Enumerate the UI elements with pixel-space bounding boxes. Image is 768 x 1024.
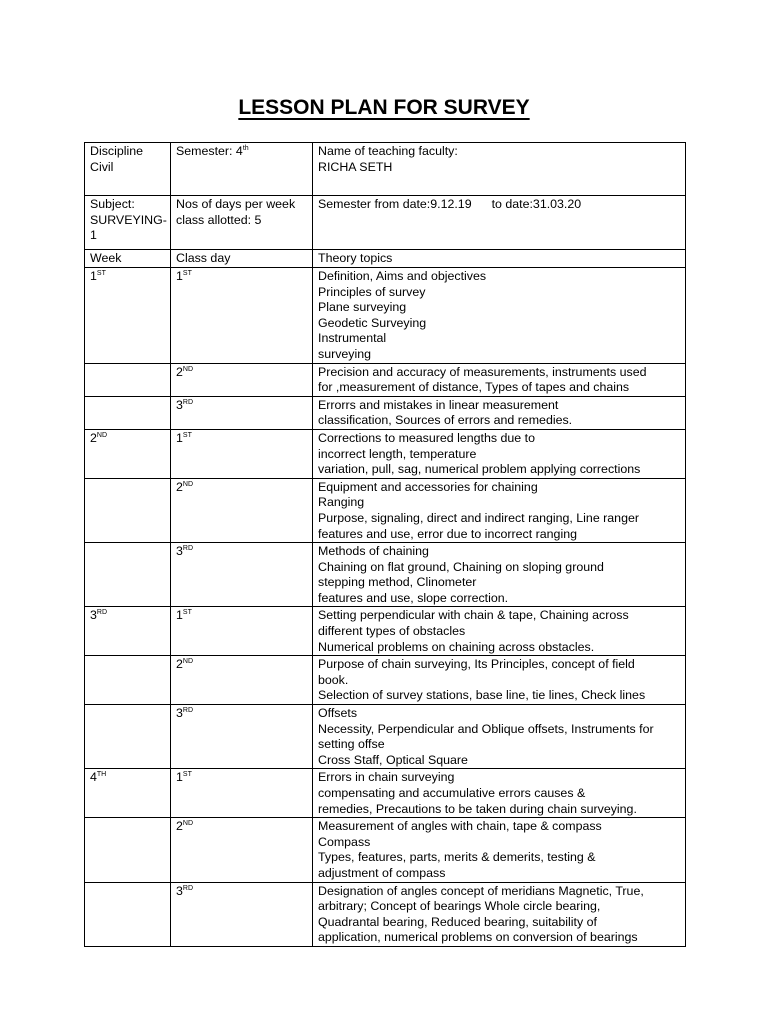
subject-cell [85,196,171,250]
topic-line: stepping method, Clinometer [318,575,477,590]
topic-line: Selection of survey stations, base line, tie lines, Check lines [318,688,646,703]
topic-line: different types of obstacles [318,624,466,639]
week-cell [85,429,171,478]
discipline-cell [85,143,171,196]
subject-value-cont: 1 [90,228,97,243]
class-day-cell-ordinal-suffix: ND [182,365,194,373]
theory-topics-cell [313,478,686,542]
table-row [85,478,686,542]
days-value: class allotted: 5 [176,212,262,227]
semester-from-date: Semester from date:9.12.19 [318,197,472,211]
week-cell-ordinal-suffix: ST [96,270,106,277]
faculty-label: Name of teaching faculty: [318,144,458,158]
week-cell [85,543,171,607]
class-day-cell-number: 3 [176,397,183,412]
class-day-cell [171,429,313,478]
topic-line: incorrect length, temperature [318,446,477,461]
topic-line: remedies, Precautions to be taken during chain surveying. [318,801,637,816]
week-cell [85,478,171,542]
class-day-cell [171,656,313,705]
topic-line: Designation of angles concept of meridians Magnetic, True, [318,883,644,898]
class-day-cell-ordinal-suffix: ND [182,658,194,666]
page-title: LESSON PLAN FOR SURVEY [238,96,530,119]
theory-topics-cell [313,396,686,429]
theory-topics-cell [313,769,686,818]
table-row [85,769,686,818]
table-row [85,429,686,478]
topic-line: surveying [318,346,372,361]
column-header-theory-topics: Theory topics [313,250,686,268]
class-day-cell [171,478,313,542]
table-row [85,363,686,396]
topic-line: Plane surveying [318,300,407,315]
topic-line: Compass [318,834,371,849]
column-header-row [85,250,686,268]
topic-line: for ,measurement of distance, Types of tapes and chains [318,380,630,395]
class-day-cell-ordinal-suffix: RD [182,884,194,892]
topic-line: Necessity, Perpendicular and Oblique offsets, Instruments for [318,721,654,736]
class-day-cell-ordinal-suffix: ST [182,771,192,779]
topic-line: Errorrs and mistakes in linear measurement [318,397,559,412]
subject-value: SURVEYING- [90,212,167,227]
days-cell [171,196,313,250]
table-row [85,396,686,429]
header-row-subject [85,196,686,250]
week-cell [85,607,171,656]
class-day-cell-number: 1 [176,770,183,785]
class-day-cell [171,705,313,769]
theory-topics-cell [313,363,686,396]
topic-line: Principles of survey [318,284,426,299]
class-day-cell-ordinal-suffix: ST [182,270,192,277]
table-row [85,543,686,607]
theory-topics-cell [313,429,686,478]
topic-line: classification, Sources of errors and remedies. [318,413,573,428]
topic-line: Equipment and accessories for chaining [318,479,538,494]
topic-line: Definition, Aims and objectives [318,269,487,283]
table-row [85,818,686,882]
semester-label: Semester: 4 [176,144,243,158]
week-cell [85,882,171,946]
class-day-cell-number: 1 [176,430,183,445]
week-cell [85,396,171,429]
theory-topics-cell [313,656,686,705]
semester-to-date: to date:31.03.20 [491,197,582,211]
faculty-cell [313,143,686,196]
column-header-week: Week [85,250,171,268]
table-row [85,705,686,769]
topic-line: Geodetic Surveying [318,315,427,330]
column-header-class-day: Class day [171,250,313,268]
class-day-cell-ordinal-suffix: ST [182,609,192,617]
week-cell-ordinal-suffix: RD [96,609,108,617]
week-cell [85,705,171,769]
topic-line: Purpose, signaling, direct and indirect ranging, Line ranger [318,510,639,525]
class-day-cell [171,769,313,818]
class-day-cell-number: 3 [176,706,183,721]
topic-line: arbitrary; Concept of bearings Whole circle bearing, [318,899,601,914]
week-cell-number: 4 [90,770,97,785]
class-day-cell-number: 3 [176,544,183,559]
class-day-cell-number: 2 [176,364,183,379]
discipline-value: Civil [90,159,114,174]
topic-line: Ranging [318,495,365,510]
lesson-plan-table [84,142,686,947]
topic-line: Types, features, parts, merits & demerits, testing & [318,850,596,865]
class-day-cell-number: 1 [176,269,183,283]
topic-line: Chaining on flat ground, Chaining on sloping ground [318,559,604,574]
semester-dates-cell [313,196,686,250]
week-cell-ordinal-suffix: ND [96,431,108,439]
week-cell-number: 1 [90,269,97,283]
week-cell [85,818,171,882]
topic-line: variation, pull, sag, numerical problem applying corrections [318,462,641,477]
class-day-cell [171,543,313,607]
topic-line: Purpose of chain surveying, Its Principles, concept of field [318,657,635,672]
topic-line: Quadrantal bearing, Reduced bearing, suitability of [318,914,597,929]
week-cell [85,268,171,364]
topic-line: adjustment of compass [318,865,446,880]
topic-line: application, numerical problems on conversion of bearings [318,930,638,945]
discipline-label: Discipline [90,144,144,158]
topic-line: Instrumental [318,331,387,346]
week-cell-number: 3 [90,608,97,623]
topic-line: features and use, error due to incorrect ranging [318,526,577,541]
semester-cell [171,143,313,196]
class-day-cell-number: 2 [176,819,183,834]
theory-topics-cell [313,705,686,769]
class-day-cell [171,268,313,364]
topic-line: book. [318,672,349,687]
topic-line: Setting perpendicular with chain & tape, Chaining across [318,608,629,623]
topic-line: Offsets [318,706,358,721]
class-day-cell [171,607,313,656]
table-row [85,882,686,946]
topic-line: compensating and accumulative errors causes & [318,786,586,800]
week-cell-number: 2 [90,430,97,445]
class-day-cell-number: 2 [176,657,183,672]
theory-topics-cell [313,607,686,656]
week-cell [85,363,171,396]
topic-line: Measurement of angles with chain, tape & compass [318,819,602,834]
days-label: Nos of days per week [176,197,296,211]
class-day-cell [171,818,313,882]
class-day-cell-number: 2 [176,479,183,494]
class-day-cell [171,882,313,946]
theory-topics-cell [313,543,686,607]
class-day-cell-number: 1 [176,608,183,623]
table-row [85,607,686,656]
class-day-cell-ordinal-suffix: ST [182,431,192,439]
class-day-cell-ordinal-suffix: RD [182,398,194,406]
semester-suffix: th [242,145,249,152]
class-day-cell-ordinal-suffix: ND [182,480,194,488]
topic-line: Corrections to measured lengths due to [318,430,535,445]
topic-line: Cross Staff, Optical Square [318,752,468,767]
topic-line: Methods of chaining [318,544,429,559]
faculty-name: RICHA SETH [318,159,393,174]
week-cell [85,656,171,705]
header-row-discipline [85,143,686,196]
topic-line: features and use, slope correction. [318,590,509,605]
class-day-cell-number: 3 [176,883,183,898]
topic-line: Numerical problems on chaining across obstacles. [318,639,595,654]
topic-line: Errors in chain surveying [318,770,455,785]
week-cell-ordinal-suffix: TH [96,771,107,779]
class-day-cell [171,396,313,429]
class-day-cell [171,363,313,396]
week-cell [85,769,171,818]
topic-line: setting offse [318,737,385,752]
subject-label: Subject: [90,197,135,211]
class-day-cell-ordinal-suffix: RD [182,707,194,715]
theory-topics-cell [313,268,686,364]
class-day-cell-ordinal-suffix: ND [182,820,194,828]
table-row [85,268,686,364]
theory-topics-cell [313,882,686,946]
table-row [85,656,686,705]
theory-topics-cell [313,818,686,882]
class-day-cell-ordinal-suffix: RD [182,545,194,553]
topic-line: Precision and accuracy of measurements, instruments used [318,364,647,379]
